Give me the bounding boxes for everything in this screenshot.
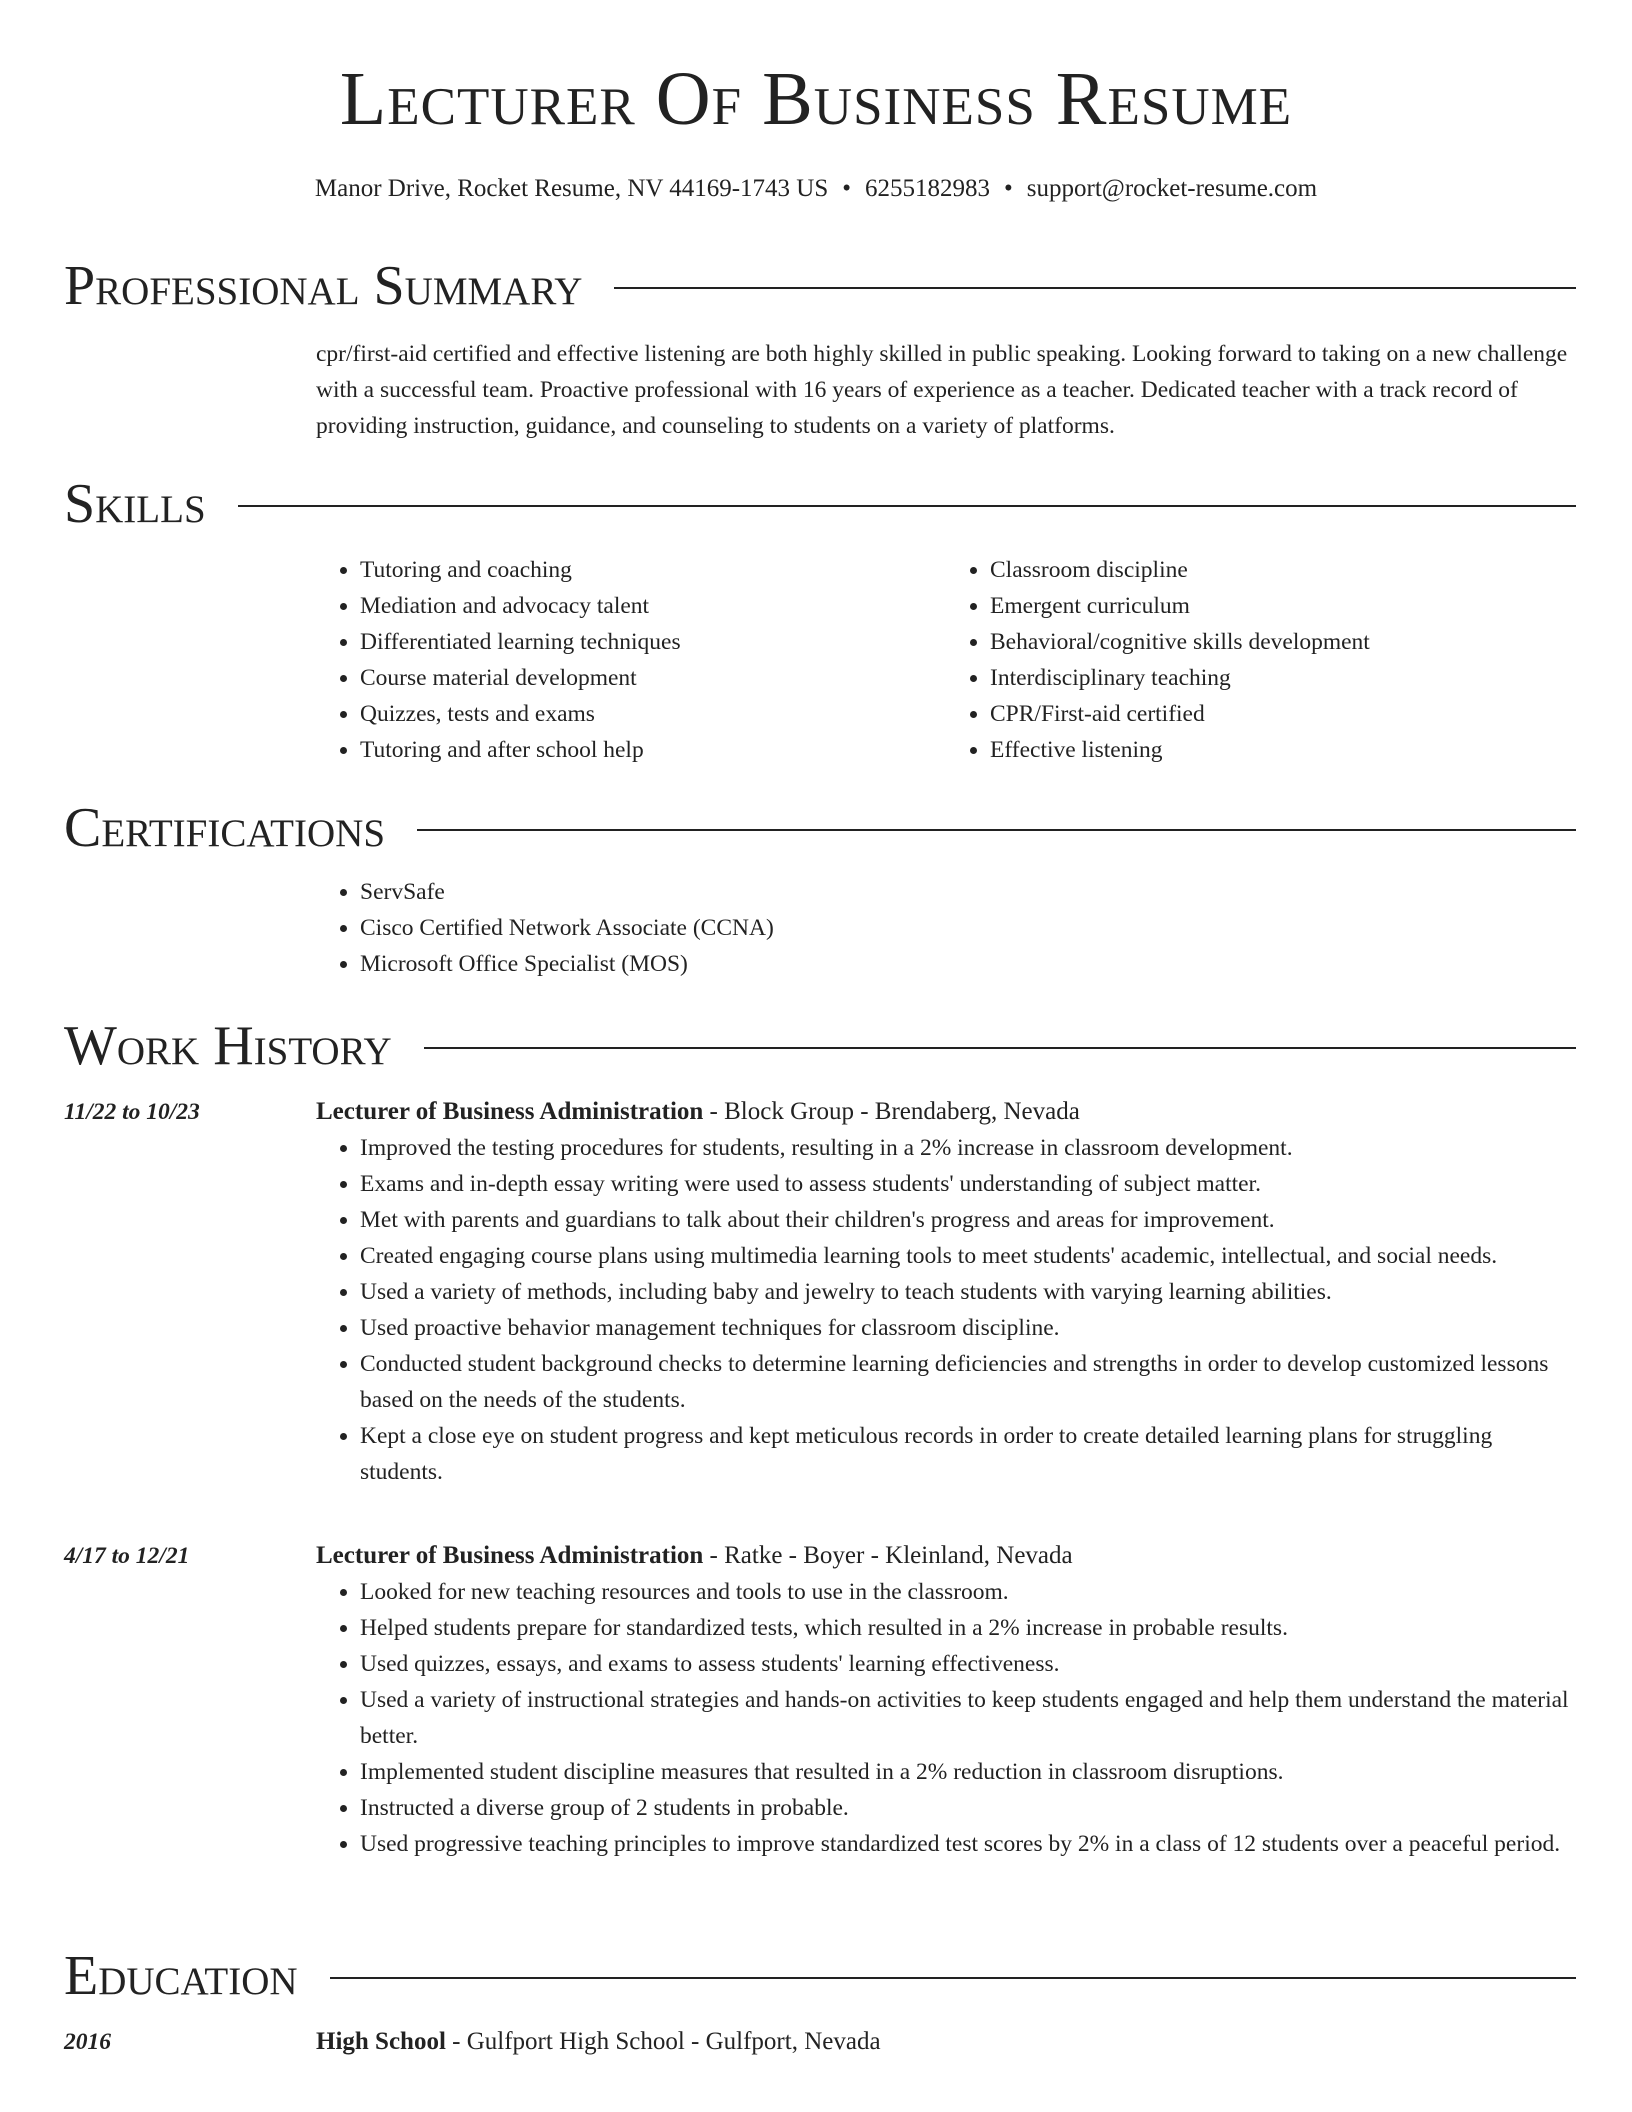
resume-title: Lecturer Of Business Resume	[339, 57, 1293, 141]
skills-column-left	[316, 552, 946, 768]
job-duty: • Kept a close eye on student progress and kept meticulous records in order to create detailed learning plans for struggling students.	[360, 1418, 1576, 1490]
education-section-header	[64, 1945, 1576, 2007]
certifications-list	[316, 874, 1576, 982]
skills-column-right	[946, 552, 1576, 768]
job-duty: • Used a variety of methods, including baby and jewelry to teach students with varying learning abilities.	[360, 1274, 1576, 1310]
contact-separator: •	[842, 175, 852, 202]
skill-item: • Quizzes, tests and exams	[360, 696, 946, 732]
skill-item: • Interdisciplinary teaching	[990, 660, 1576, 696]
certification-item: • Cisco Certified Network Associate (CCNA)	[360, 910, 1576, 946]
job-duty: • Used a variety of instructional strategies and hands-on activities to keep students engaged and help them understand the material better.	[360, 1682, 1576, 1754]
job-duty: • Used proactive behavior management techniques for classroom discipline.	[360, 1310, 1576, 1346]
certification-item: • ServSafe	[360, 874, 1576, 910]
education-entry	[316, 2024, 1576, 2060]
job-entry	[316, 1094, 1576, 1490]
work-heading: Work History	[64, 1015, 392, 1077]
section-divider	[614, 287, 1576, 289]
email: support@rocket-resume.com	[1026, 175, 1318, 202]
job-duty: • Instructed a diverse group of 2 students in probable.	[360, 1790, 1576, 1826]
job-duty: • Looked for new teaching resources and tools to use in the classroom.	[360, 1574, 1576, 1610]
skill-item: • Tutoring and after school help	[360, 732, 946, 768]
skill-item: • CPR/First-aid certified	[990, 696, 1576, 732]
section-divider	[238, 505, 1576, 507]
section-divider	[330, 1977, 1576, 1979]
contact-separator: •	[1004, 175, 1013, 202]
summary-text: cpr/first-aid certified and effective listening are both highly skilled in public speaking. Looking forward to taking on a new challenge with a successful team. Proactive professional with 16 years of experience as a teacher. Dedicated teacher with a track record of providing instruction, guidance, and counseling to students on a variety of platforms.	[316, 341, 1568, 439]
education-school: - Gulfport High School - Gulfport, Nevada	[445, 2028, 881, 2055]
education-heading: Education	[64, 1945, 298, 2007]
skill-item: • Emergent curriculum	[990, 588, 1576, 624]
section-divider	[424, 1047, 1576, 1049]
job-employer: - Block Group - Brendaberg, Nevada	[703, 1098, 1080, 1125]
job-duty: • Used progressive teaching principles to improve standardized test scores by 2% in a class of 12 students over a peaceful period.	[360, 1826, 1576, 1862]
section-divider	[417, 829, 1576, 831]
skills-section-header	[64, 473, 1576, 535]
job-entry	[316, 1538, 1576, 1862]
job-duty: • Exams and in-depth essay writing were used to assess students' understanding of subject matter.	[360, 1166, 1576, 1202]
skill-item: • Differentiated learning techniques	[360, 624, 946, 660]
job-duty: • Helped students prepare for standardized tests, which resulted in a 2% increase in probable results.	[360, 1610, 1576, 1646]
job-heading	[316, 1538, 1576, 1574]
skill-item: • Mediation and advocacy talent	[360, 588, 946, 624]
job-title: Lecturer of Business Administration	[316, 1098, 704, 1125]
certifications-heading: Certifications	[64, 797, 386, 859]
job-employer: - Ratke - Boyer - Kleinland, Nevada	[703, 1542, 1073, 1569]
summary-section-header	[64, 255, 1576, 317]
work-section-header	[64, 1015, 1576, 1077]
job-duty: • Created engaging course plans using multimedia learning tools to meet students' academic, intellectual, and social needs.	[360, 1238, 1576, 1274]
job-duties	[316, 1130, 1576, 1490]
certification-item: • Microsoft Office Specialist (MOS)	[360, 946, 1576, 982]
job-dates: 11/22 to 10/23	[64, 1099, 200, 1125]
certifications-section-header	[64, 797, 1576, 859]
job-dates: 4/17 to 12/21	[64, 1543, 190, 1569]
phone: 6255182983	[865, 175, 991, 202]
job-heading	[316, 1094, 1576, 1130]
education-degree: High School	[316, 2028, 446, 2055]
job-duty: • Conducted student background checks to determine learning deficiencies and strengths in order to develop customized lessons based on the needs of the students.	[360, 1346, 1576, 1418]
skills-heading: Skills	[64, 473, 206, 535]
job-duty: • Used quizzes, essays, and exams to assess students' learning effectiveness.	[360, 1646, 1576, 1682]
education-heading-line	[316, 2024, 1576, 2060]
skills-list	[316, 552, 1576, 768]
skill-item: • Tutoring and coaching	[360, 552, 946, 588]
job-duty: • Implemented student discipline measures that resulted in a 2% reduction in classroom disruptions.	[360, 1754, 1576, 1790]
skill-item: • Effective listening	[990, 732, 1576, 768]
skill-item: • Classroom discipline	[990, 552, 1576, 588]
job-duty: • Met with parents and guardians to talk about their children's progress and areas for improvement.	[360, 1202, 1576, 1238]
summary-content	[316, 336, 1576, 444]
job-title: Lecturer of Business Administration	[316, 1542, 704, 1569]
summary-heading: Professional Summary	[64, 255, 583, 317]
education-year: 2016	[64, 2029, 111, 2055]
contact-line	[0, 174, 1632, 204]
address: Manor Drive, Rocket Resume, NV 44169-1743 US	[314, 175, 829, 202]
skill-item: • Course material development	[360, 660, 946, 696]
skill-item: • Behavioral/cognitive skills development	[990, 624, 1576, 660]
job-duties	[316, 1574, 1576, 1862]
job-duty: • Improved the testing procedures for students, resulting in a 2% increase in classroom development.	[360, 1130, 1576, 1166]
